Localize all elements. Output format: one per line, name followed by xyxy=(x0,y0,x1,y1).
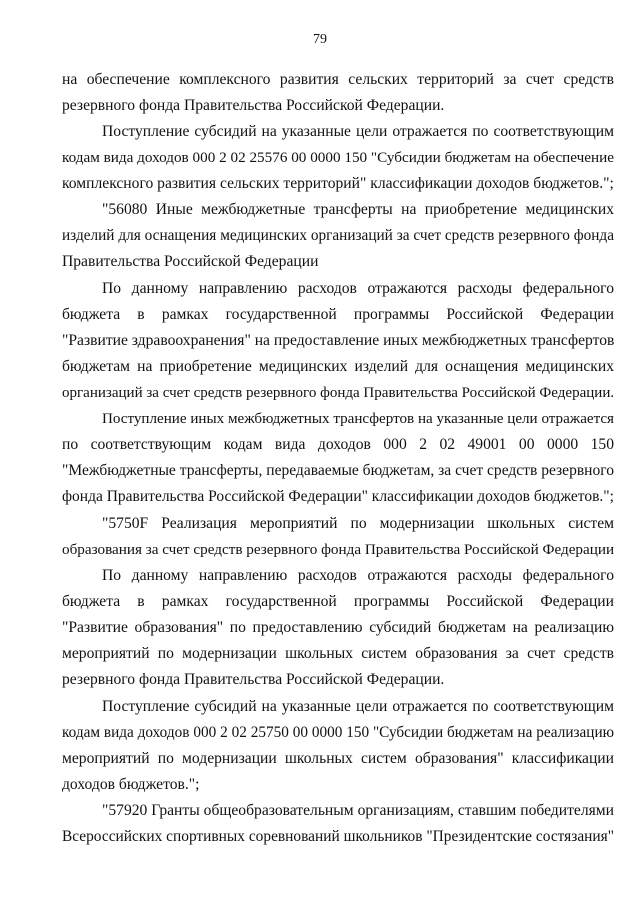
text-line: образования за счет средств резервного фонда Правительства Российской Федерации xyxy=(62,541,615,558)
text-line: По данному направлению расходов отражаются расходы федерального xyxy=(102,280,614,297)
text-line: бюджета в рамках государственной программы Российской Федерации xyxy=(62,306,614,323)
text-line: кодам вида доходов 000 2 02 25750 00 0000 150 "Субсидии бюджетам на реализацию xyxy=(62,724,614,741)
text-line: фонда Правительства Российской Федерации" классификации доходов бюджетов."; xyxy=(62,488,614,505)
text-line: изделий для оснащения медицинских организаций за счет средств резервного фонда xyxy=(62,227,614,244)
text-line: резервного фонда Правительства Российской Федерации. xyxy=(62,97,445,114)
text-line: резервного фонда Правительства Российской Федерации. xyxy=(62,671,445,688)
text-line: на обеспечение комплексного развития сельских территорий за счет средств xyxy=(62,71,614,88)
text-line: по соответствующим кодам вида доходов 000 2 02 49001 00 0000 150 xyxy=(62,436,614,453)
text-line: "Развитие образования" по предоставлению субсидий бюджетам на реализацию xyxy=(62,619,614,636)
text-line: Поступление субсидий на указанные цели отражается по соответствующим xyxy=(102,698,614,715)
text-line: Правительства Российской Федерации xyxy=(62,253,319,270)
text-line: Поступление субсидий на указанные цели отражается по соответствующим xyxy=(102,123,614,140)
text-line: "56080 Иные межбюджетные трансферты на приобретение медицинских xyxy=(102,201,614,218)
text-line: мероприятий по модернизации школьных систем образования" классификации xyxy=(62,750,614,767)
text-line: "Развитие здравоохранения" на предоставление иных межбюджетных трансфертов xyxy=(62,332,615,349)
text-line: мероприятий по модернизации школьных систем образования за счет средств xyxy=(62,645,614,662)
text-line: организаций за счет средств резервного фонда Правительства Российской Федерации. xyxy=(62,385,615,401)
page-number: 79 xyxy=(313,32,327,47)
text-line: доходов бюджетов."; xyxy=(62,776,200,793)
text-line: бюджета в рамках государственной программы Российской Федерации xyxy=(62,593,614,610)
text-line: По данному направлению расходов отражаются расходы федерального xyxy=(102,567,614,584)
text-line: Поступление иных межбюджетных трансфертов на указанные цели отражается xyxy=(102,411,614,427)
text-line: "57920 Гранты общеобразовательным организациям, ставшим победителями xyxy=(102,802,614,819)
text-line: бюджетам на приобретение медицинских изделий для оснащения медицинских xyxy=(62,358,614,375)
text-line: комплексного развития сельских территорий" классификации доходов бюджетов."; xyxy=(62,175,614,192)
text-line: "Межбюджетные трансферты, передаваемые бюджетам, за счет средств резервного xyxy=(62,462,614,479)
text-line: "5750F Реализация мероприятий по модернизации школьных систем xyxy=(102,515,614,532)
text-line: Всероссийских спортивных соревнований школьников "Президентские состязания" xyxy=(62,828,614,845)
text-line: кодам вида доходов 000 2 02 25576 00 0000 150 "Субсидии бюджетам на обеспечение xyxy=(62,149,614,166)
